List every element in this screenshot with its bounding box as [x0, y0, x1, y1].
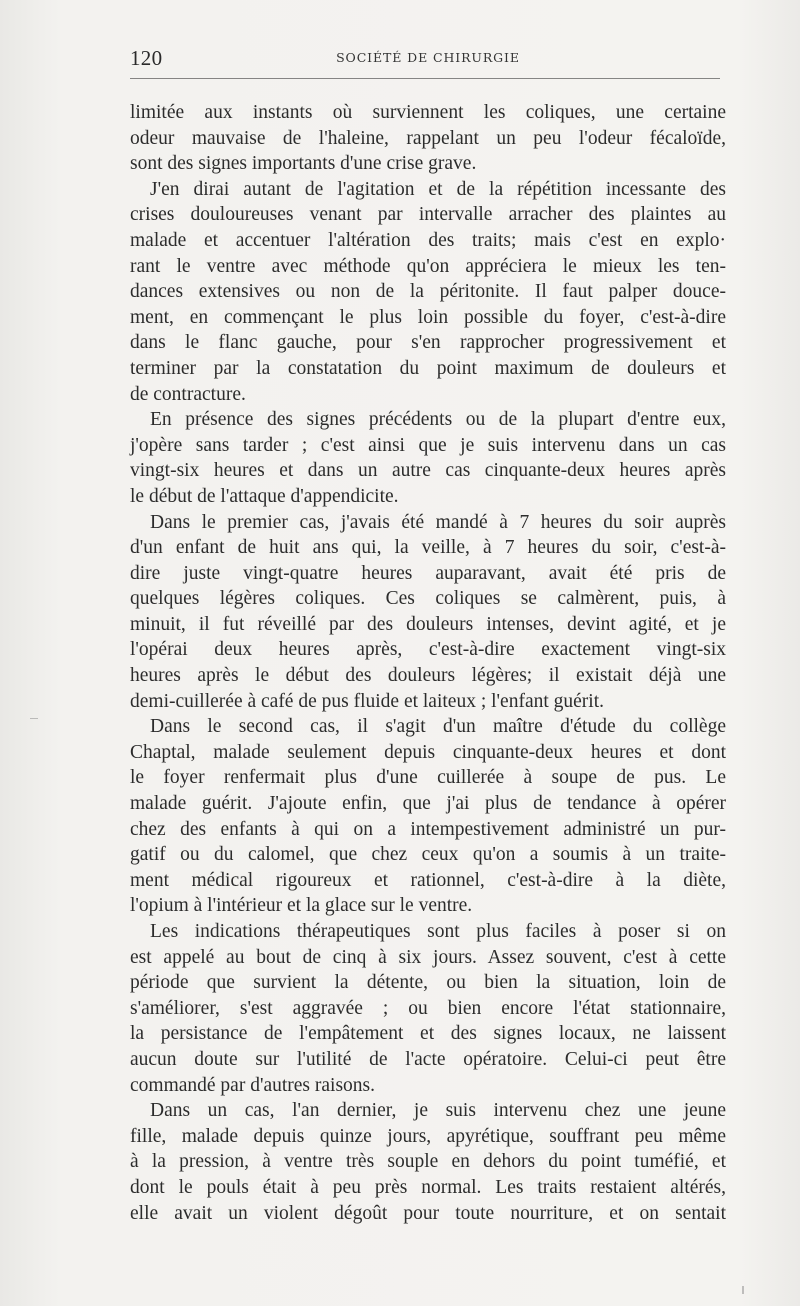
text-line: Les indications thérapeutiques sont plus faciles à poser si on [150, 921, 726, 942]
page-header [130, 46, 726, 72]
text-line: gatif ou du calomel, que chez ceux qu'on a soumis à un traite- [130, 844, 726, 866]
text-line: l'opium à l'intérieur et la glace sur le ventre. [130, 895, 473, 917]
text-line: odeur mauvaise de l'haleine, rappelant un peu l'odeur fécaloïde, [130, 127, 726, 149]
page-number: 120 [130, 46, 163, 70]
text-line: terminer par la constatation du point maximum de douleurs et [130, 357, 726, 379]
body-text [130, 100, 726, 1226]
text-line: En présence des signes précédents ou de la plupart d'entre eux, [150, 409, 726, 431]
text-line: chez des enfants à qui on a intempestivement administré un pur- [130, 818, 726, 840]
text-line: sont des signes importants d'une crise grave. [130, 153, 477, 175]
text-line: dont le pouls était à peu près normal. Les traits restaient altérés, [130, 1176, 726, 1198]
text-line: le foyer renfermait plus d'une cuillerée à soupe de pus. Le [130, 767, 726, 789]
text-line: de contracture. [130, 383, 246, 405]
text-line: Dans le second cas, il s'agit d'un maître d'étude du collège [150, 716, 726, 738]
text-line: dire juste vingt-quatre heures auparavant, avait été pris de [130, 562, 726, 584]
text-line: J'en dirai autant de l'agitation et de la répétition incessante des [150, 178, 726, 200]
margin-mark [30, 718, 38, 719]
text-line: Dans le premier cas, j'avais été mandé à 7 heures du soir auprès [150, 511, 726, 533]
text-line: rant le ventre avec méthode qu'on appréciera le mieux les ten- [130, 255, 726, 277]
text-line: malade et accentuer l'altération des traits; mais c'est en explo· [130, 229, 726, 251]
text-line: dans le flanc gauche, pour s'en rapprocher progressivement et [130, 332, 726, 354]
text-line: demi-cuillerée à café de pus fluide et laiteux ; l'enfant guérit. [130, 690, 605, 712]
text-line: limitée aux instants où surviennent les coliques, une certaine [130, 102, 726, 123]
text-line: ment médical rigoureux et rationnel, c'est-à-dire à la diète, [130, 869, 726, 891]
margin-mark [742, 1286, 744, 1294]
text-line: fille, malade depuis quinze jours, apyrétique, souffrant peu même [130, 1125, 726, 1147]
text-line: vingt-six heures et dans un autre cas cinquante-deux heures après [130, 460, 726, 482]
running-title: SOCIÉTÉ DE CHIRURGIE [336, 50, 520, 65]
text-line: malade guérit. J'ajoute enfin, que j'ai plus de tendance à opérer [130, 793, 726, 815]
text-line: le début de l'attaque d'appendicite. [130, 485, 399, 507]
text-line: j'opère sans tarder ; c'est ainsi que je suis intervenu dans un cas [130, 434, 726, 456]
text-line: crises douloureuses venant par intervalle arracher des plaintes au [130, 204, 726, 226]
text-line: quelques légères coliques. Ces coliques se calmèrent, puis, à [130, 588, 726, 610]
text-line: période que survient la détente, ou bien la situation, loin de [130, 972, 726, 994]
text-line: la persistance de l'empâtement et des signes locaux, ne laissent [130, 1023, 726, 1045]
text-line: aucun doute sur l'utilité de l'acte opératoire. Celui-ci peut être [130, 1048, 726, 1070]
text-line: est appelé au bout de cinq à six jours. Assez souvent, c'est à cette [130, 946, 726, 968]
text-line: Chaptal, malade seulement depuis cinquante-deux heures et dont [130, 741, 726, 763]
text-line: dances extensives ou non de la péritonite. Il faut palper douce- [130, 281, 726, 303]
text-line: ment, en commençant le plus loin possible du foyer, c'est-à-dire [130, 306, 726, 328]
text-line: elle avait un violent dégoût pour toute nourriture, et on sentait [130, 1202, 726, 1224]
text-line: d'un enfant de huit ans qui, la veille, à 7 heures du soir, c'est-à- [130, 537, 726, 559]
header-rule [130, 78, 720, 79]
text-line: s'améliorer, s'est aggravée ; ou bien encore l'état stationnaire, [130, 997, 726, 1019]
text-line: minuit, il fut réveillé par des douleurs intenses, devint agité, et je [130, 613, 726, 635]
text-line: Dans un cas, l'an dernier, je suis intervenu chez une jeune [150, 1100, 726, 1122]
text-line: à la pression, à ventre très souple en dehors du point tuméfié, et [130, 1151, 726, 1173]
text-line: commandé par d'autres raisons. [130, 1074, 376, 1096]
text-line: l'opérai deux heures après, c'est-à-dire exactement vingt-six [130, 639, 726, 661]
text-line: heures après le début des douleurs légères; il existait déjà une [130, 665, 726, 687]
